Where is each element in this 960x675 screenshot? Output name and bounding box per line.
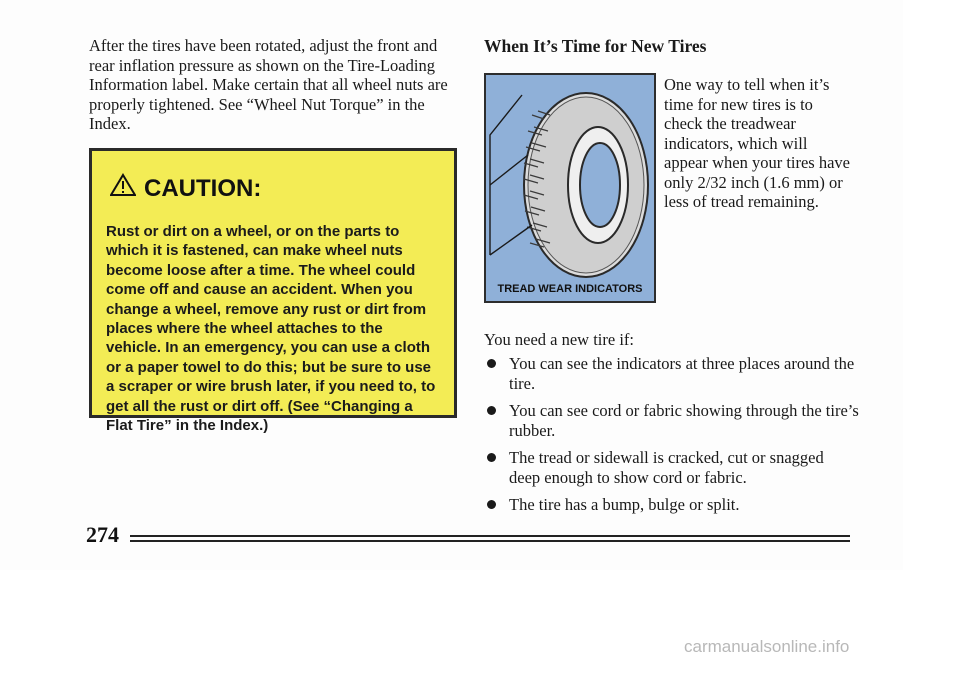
new-tire-intro: You need a new tire if:: [484, 330, 634, 349]
caution-heading: [110, 173, 436, 204]
list-item-text: The tire has a bump, bulge or split.: [509, 495, 740, 514]
list-item-text: The tread or sidewall is cracked, cut or snagged deep enough to show cord or fabric.: [509, 448, 824, 487]
figure-caption: TREAD WEAR INDICATORS: [497, 283, 643, 295]
section-title: When It’s Time for New Tires: [484, 36, 707, 56]
list-item: [484, 495, 859, 515]
caution-text: Rust or dirt on a wheel, or on the parts to which it is fastened, can make wheel nuts become loose after a time. The wheel could come off and cause an accident. When you change a wheel, remove any rust or dirt from places where the wheel attaches to the vehicle. In an emergency, you can use a cloth or a paper towel to do this; but be sure to use a scraper or wire brush later, if you need to, to get all the rust or dirt off. (See “Changing a Flat Tire” in the Index.): [106, 223, 436, 435]
tire-illustration: [486, 75, 654, 301]
bullet-dot-icon: [487, 500, 496, 509]
new-tire-conditions-list: [484, 354, 859, 523]
footer-rule: [130, 535, 850, 542]
bullet-dot-icon: [487, 453, 496, 462]
list-item-text: You can see cord or fabric showing through the tire’s rubber.: [509, 401, 859, 440]
list-item: [484, 401, 859, 440]
bullet-dot-icon: [487, 406, 496, 415]
warning-triangle-icon: [110, 173, 136, 204]
bullet-dot-icon: [487, 359, 496, 368]
page-number: 274: [86, 522, 119, 547]
section-header: [484, 36, 864, 57]
tire-figure: [484, 73, 656, 303]
list-item: [484, 354, 859, 393]
caution-box: [89, 148, 457, 435]
treadwear-paragraph: One way to tell when it’s time for new tires is to check the treadwear indicators, which will appear when your tires have only 2/32 inch (1.6 mm) or less of tread remaining.: [664, 75, 851, 211]
list-item-text: You can see the indicators at three places around the tire.: [509, 354, 855, 393]
caution-title: CAUTION:: [144, 174, 262, 202]
intro-paragraph: After the tires have been rotated, adjust the front and rear inflation pressure as shown on the Tire-Loading Information label. Make certain that all wheel nuts are properly tightened. See “Wheel Nut Torque” in the Index.: [89, 36, 448, 133]
list-item: [484, 448, 859, 487]
site-watermark: carmanualsonline.info: [684, 637, 850, 656]
